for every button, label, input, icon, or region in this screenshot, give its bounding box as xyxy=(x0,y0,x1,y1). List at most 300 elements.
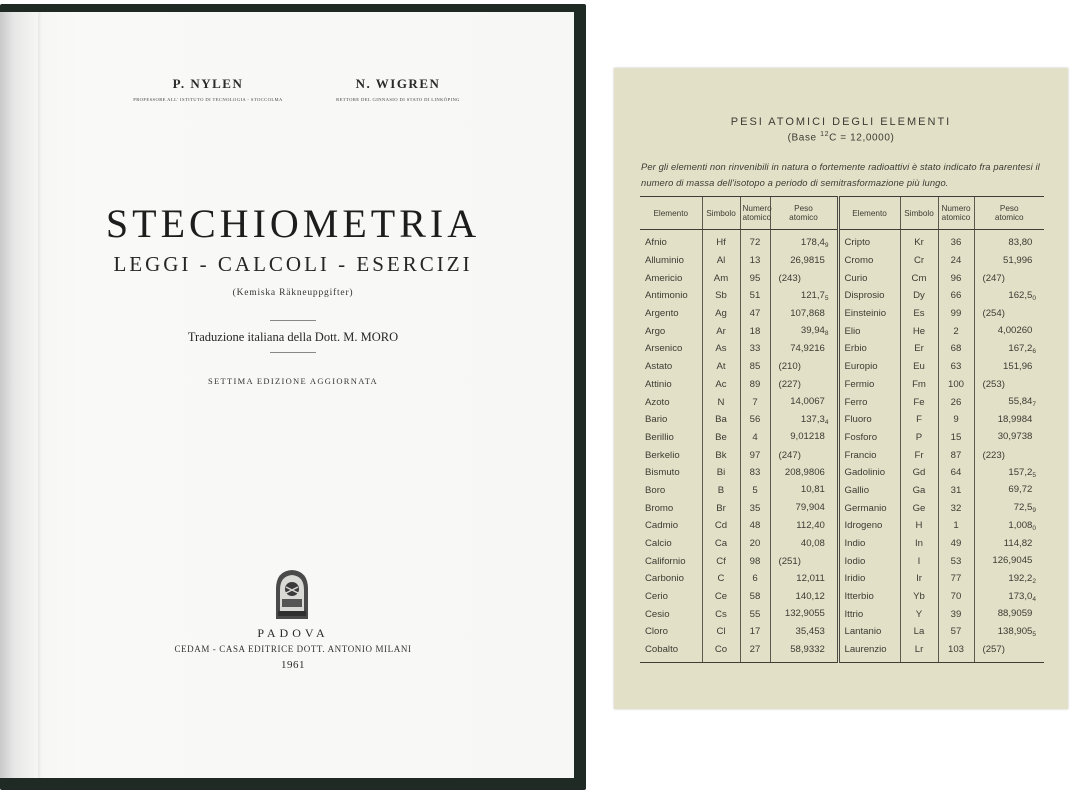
cell-element: Iodio xyxy=(838,552,900,570)
cell-atomic-weight xyxy=(770,287,838,305)
weight-value: (257) xyxy=(982,644,1005,656)
cell-symbol: Bi xyxy=(702,464,740,482)
cell-atomic-number: 72 xyxy=(740,230,770,252)
weight-value: (243) xyxy=(778,272,801,284)
weight-value: 18,9984 xyxy=(997,413,1033,425)
cell-atomic-number: 32 xyxy=(938,499,974,517)
weight-value: 83,80 xyxy=(1008,236,1033,248)
cell-symbol: I xyxy=(900,552,938,570)
weight-value: (247) xyxy=(778,449,801,461)
cell-atomic-number: 2 xyxy=(938,322,974,340)
cell-symbol: P xyxy=(900,429,938,447)
base-superscript: 12 xyxy=(820,131,830,138)
cell-atomic-number: 6 xyxy=(740,570,770,588)
cell-atomic-number: 98 xyxy=(740,552,770,570)
cell-element: Francio xyxy=(838,446,900,464)
cell-atomic-number: 99 xyxy=(938,305,974,323)
weight-uncertainty-digit: 5 xyxy=(824,294,829,302)
author-name: P. NYLEN xyxy=(172,76,244,91)
cell-element: Cesio xyxy=(645,608,670,620)
cell-atomic-weight xyxy=(770,446,838,464)
cell-atomic-weight xyxy=(974,429,1044,447)
weight-value: 151,96 xyxy=(1003,360,1033,372)
cell-element: Carbonio xyxy=(645,573,684,585)
cell-atomic-weight xyxy=(770,605,838,623)
table-row xyxy=(640,393,1044,411)
cell-atomic-weight xyxy=(974,517,1044,535)
cell-atomic-weight xyxy=(974,464,1044,482)
cell-element: Bario xyxy=(645,414,668,426)
weight-value: 51,996 xyxy=(1003,254,1033,266)
table-row xyxy=(640,588,1044,606)
cell-symbol: Es xyxy=(900,305,938,323)
cell-atomic-number: 57 xyxy=(938,623,974,641)
weight-value: 140,12 xyxy=(795,590,825,602)
weight-value: 26,9815 xyxy=(790,254,825,266)
cell-symbol: Ca xyxy=(702,535,740,553)
cell-atomic-number: 49 xyxy=(938,535,974,553)
weight-value: 112,40 xyxy=(796,519,825,531)
cell-symbol: Ba xyxy=(702,411,740,429)
weight-value: 72,5 xyxy=(1013,502,1033,514)
publisher-name: CEDAM - CASA EDITRICE DOTT. ANTONIO MILANI xyxy=(174,644,412,654)
cell-symbol: Cl xyxy=(702,623,740,641)
table-row xyxy=(640,482,1044,500)
weight-value: 1,008 xyxy=(1008,519,1033,531)
weight-value: 138,905 xyxy=(997,625,1033,637)
cell-element: Germanio xyxy=(838,499,900,517)
table-row xyxy=(640,499,1044,517)
cell-symbol: Cf xyxy=(702,552,740,570)
weight-value: 10,81 xyxy=(800,484,825,496)
cell-symbol: Cr xyxy=(900,252,938,270)
cell-element: Astato xyxy=(645,361,673,373)
cell-element: Calcio xyxy=(645,538,672,550)
cell-atomic-number: 47 xyxy=(740,305,770,323)
table-row xyxy=(640,605,1044,623)
cell-atomic-number: 27 xyxy=(740,641,770,662)
cell-element: Arsenico xyxy=(645,343,683,355)
header-element: Elemento xyxy=(838,197,900,230)
divider xyxy=(270,320,316,321)
weight-value: (254) xyxy=(982,308,1005,320)
weight-value: 137,3 xyxy=(800,413,825,425)
cell-atomic-number: 89 xyxy=(740,376,770,394)
weight-uncertainty-digit: 8 xyxy=(824,330,829,338)
cell-symbol: Ga xyxy=(900,482,938,500)
page-gutter xyxy=(38,12,42,778)
cell-atomic-weight xyxy=(770,429,838,447)
cell-symbol: Ac xyxy=(702,376,740,394)
cell-symbol: Fm xyxy=(900,376,938,394)
cell-atomic-number: 36 xyxy=(938,230,974,252)
book-subtitle: LEGGI - CALCOLI - ESERCIZI xyxy=(113,252,473,276)
cell-symbol: As xyxy=(702,340,740,358)
weight-uncertainty-digit: 4 xyxy=(1032,595,1036,603)
cell-element: Berkelio xyxy=(645,449,680,461)
cell-element: Cripto xyxy=(838,230,900,252)
cell-element: Ferro xyxy=(838,393,900,411)
table-row xyxy=(640,411,1044,429)
author-role: PROFESSORE ALL' ISTITUTO DI TECNOLOGIA - STOCCOLMA xyxy=(133,97,283,102)
table-row xyxy=(640,376,1044,394)
cell-atomic-number: 39 xyxy=(938,605,974,623)
cell-element: Iridio xyxy=(838,570,900,588)
atomic-weights-card xyxy=(614,68,1068,709)
weight-uncertainty-digit: 0 xyxy=(1032,294,1036,302)
cell-atomic-number: 26 xyxy=(938,393,974,411)
cell-atomic-weight xyxy=(770,252,838,270)
cell-atomic-weight xyxy=(770,517,838,535)
cell-element: Cloro xyxy=(645,626,668,638)
cell-symbol: B xyxy=(702,482,740,500)
table-header-row xyxy=(640,197,1044,230)
cell-atomic-weight xyxy=(770,269,838,287)
cell-element: Fermio xyxy=(838,376,900,394)
cell-element: Erbio xyxy=(838,340,900,358)
cell-symbol: Co xyxy=(702,641,740,662)
weight-uncertainty-digit: 6 xyxy=(1032,347,1036,355)
cell-element: Cromo xyxy=(838,252,900,270)
table-row xyxy=(640,552,1044,570)
cell-symbol: Ir xyxy=(900,570,938,588)
cell-atomic-weight xyxy=(974,535,1044,553)
cell-symbol: Gd xyxy=(900,464,938,482)
cell-symbol: F xyxy=(900,411,938,429)
weight-value: 173,0 xyxy=(1008,590,1033,602)
cell-element: Laurenzio xyxy=(838,641,900,662)
header-element: Elemento xyxy=(640,197,702,230)
table-row xyxy=(640,570,1044,588)
cell-element: Gallio xyxy=(838,482,900,500)
cell-element: Fluoro xyxy=(838,411,900,429)
header-weight: Peso atomico xyxy=(974,197,1044,230)
cell-symbol: Eu xyxy=(900,358,938,376)
cell-atomic-weight xyxy=(974,482,1044,500)
cell-atomic-number: 31 xyxy=(938,482,974,500)
weight-value: 4,00260 xyxy=(997,325,1033,337)
header-symbol: Simbolo xyxy=(702,197,740,230)
weight-uncertainty-digit: 9 xyxy=(1032,507,1036,515)
cell-symbol: At xyxy=(702,358,740,376)
cell-element: Antimonio xyxy=(645,290,688,302)
cell-atomic-weight xyxy=(974,230,1044,252)
weight-value: 157,2 xyxy=(1008,466,1033,478)
author-role: RETTORE DEL GINNASIO DI STATO DI LINKÖPING xyxy=(336,97,460,102)
cell-atomic-weight xyxy=(770,535,838,553)
cell-atomic-weight xyxy=(974,287,1044,305)
weight-uncertainty-digit: 9 xyxy=(824,241,829,249)
cell-atomic-number: 96 xyxy=(938,269,974,287)
cell-atomic-number: 20 xyxy=(740,535,770,553)
publication-year: 1961 xyxy=(281,659,305,671)
table-row xyxy=(640,446,1044,464)
header-symbol: Simbolo xyxy=(900,197,938,230)
weight-value: 126,9045 xyxy=(992,555,1033,567)
weight-value: 167,2 xyxy=(1008,342,1033,354)
cell-element: Einsteinio xyxy=(838,305,900,323)
weight-value: 178,4 xyxy=(800,236,825,248)
publisher-emblem-icon xyxy=(272,567,312,621)
cell-atomic-weight xyxy=(770,641,838,662)
weight-value: (247) xyxy=(982,272,1005,284)
cell-symbol: H xyxy=(900,517,938,535)
cell-atomic-number: 77 xyxy=(938,570,974,588)
cell-atomic-number: 56 xyxy=(740,411,770,429)
cell-element: Ittrio xyxy=(838,605,900,623)
cell-atomic-weight xyxy=(974,376,1044,394)
cell-atomic-weight xyxy=(770,305,838,323)
author-wigren xyxy=(288,76,508,102)
cell-atomic-weight xyxy=(974,269,1044,287)
cell-atomic-number: 83 xyxy=(740,464,770,482)
weight-value: 121,7 xyxy=(800,289,825,301)
original-title: (Kemiska Räkneuppgifter) xyxy=(232,288,354,298)
cell-element: Berillio xyxy=(645,431,674,443)
cell-atomic-number: 87 xyxy=(938,446,974,464)
cell-atomic-weight xyxy=(770,499,838,517)
cell-element: Attinio xyxy=(645,378,672,390)
cell-atomic-weight xyxy=(974,499,1044,517)
author-name: N. WIGREN xyxy=(355,76,441,91)
cell-atomic-weight xyxy=(770,322,838,340)
cell-symbol: N xyxy=(702,393,740,411)
cell-atomic-number: 18 xyxy=(740,322,770,340)
header-number: Numero atomico xyxy=(740,197,770,230)
weight-value: 9,01218 xyxy=(790,431,825,443)
cell-atomic-weight xyxy=(770,482,838,500)
weight-uncertainty-digit: 0 xyxy=(1032,524,1036,532)
table-row xyxy=(640,429,1044,447)
cell-atomic-weight xyxy=(770,570,838,588)
cell-atomic-number: 103 xyxy=(938,641,974,662)
cell-element: Alluminio xyxy=(645,255,684,267)
cell-atomic-weight xyxy=(770,464,838,482)
cell-atomic-weight xyxy=(770,376,838,394)
weight-uncertainty-digit: 5 xyxy=(1032,630,1036,638)
cell-atomic-weight xyxy=(770,588,838,606)
cell-symbol: Ag xyxy=(702,305,740,323)
weight-value: 162,5 xyxy=(1008,289,1033,301)
divider xyxy=(270,352,316,353)
card-note: Per gli elementi non rinvenibili in natura o fortemente radioattivi è stato indicato fra parentesi il numero di massa dell'isotopo a periodo di semitrasformazione più lungo. xyxy=(641,161,1040,188)
cell-atomic-weight xyxy=(974,322,1044,340)
table-row xyxy=(640,287,1044,305)
edition-line: SETTIMA EDIZIONE AGGIORNATA xyxy=(208,376,378,386)
cell-symbol: Cs xyxy=(702,605,740,623)
cell-element: Bromo xyxy=(645,502,674,514)
table-row xyxy=(640,517,1044,535)
cell-element: Elio xyxy=(838,322,900,340)
table-body xyxy=(640,230,1044,663)
cell-element: Curio xyxy=(838,269,900,287)
cell-atomic-number: 13 xyxy=(740,252,770,270)
table-row xyxy=(640,641,1044,662)
cell-symbol: Ce xyxy=(702,588,740,606)
table-row xyxy=(640,340,1044,358)
cell-element: Fosforo xyxy=(838,429,900,447)
cell-symbol: Bk xyxy=(702,446,740,464)
cell-atomic-number: 64 xyxy=(938,464,974,482)
cell-atomic-number: 15 xyxy=(938,429,974,447)
cell-element: Idrogeno xyxy=(838,517,900,535)
weight-value: 74,9216 xyxy=(790,342,825,354)
cell-atomic-number: 24 xyxy=(938,252,974,270)
weight-value: 40,08 xyxy=(800,537,825,549)
table-row xyxy=(640,230,1044,252)
cell-atomic-weight xyxy=(974,393,1044,411)
cell-symbol: Yb xyxy=(900,588,938,606)
cell-atomic-weight xyxy=(974,446,1044,464)
weight-value: (253) xyxy=(982,378,1005,390)
cell-element: Americio xyxy=(645,272,683,284)
cell-atomic-number: 48 xyxy=(740,517,770,535)
cell-symbol: Fr xyxy=(900,446,938,464)
weight-value: 55,84 xyxy=(1008,396,1033,408)
header-number: Numero atomico xyxy=(938,197,974,230)
cell-atomic-weight xyxy=(770,393,838,411)
header-weight: Peso atomico xyxy=(770,197,838,230)
weight-value: (227) xyxy=(778,378,801,390)
cell-atomic-number: 53 xyxy=(938,552,974,570)
table-row xyxy=(640,623,1044,641)
cell-atomic-weight xyxy=(974,641,1044,662)
cell-element: Boro xyxy=(645,484,666,496)
cell-symbol: C xyxy=(702,570,740,588)
table-row xyxy=(640,464,1044,482)
cell-symbol: Kr xyxy=(900,230,938,252)
cell-atomic-weight xyxy=(974,305,1044,323)
weight-uncertainty-digit: 2 xyxy=(1032,577,1036,585)
base-suffix: C = 12,0000) xyxy=(829,132,895,144)
cell-element: Cadmio xyxy=(645,520,679,532)
table-row xyxy=(640,535,1044,553)
weight-value: 69,72 xyxy=(1008,484,1033,496)
cell-atomic-number: 66 xyxy=(938,287,974,305)
weight-value: 39,94 xyxy=(800,325,825,337)
cell-atomic-number: 95 xyxy=(740,269,770,287)
weight-value: 12,011 xyxy=(796,572,825,584)
cell-symbol: La xyxy=(900,623,938,641)
cell-atomic-weight xyxy=(974,411,1044,429)
card-title: PESI ATOMICI DEGLI ELEMENTI xyxy=(730,116,952,128)
weight-uncertainty-digit: 4 xyxy=(824,418,829,426)
cell-element: Bismuto xyxy=(645,467,680,479)
cell-symbol: Ge xyxy=(900,499,938,517)
cell-atomic-weight xyxy=(770,340,838,358)
cell-element: Europio xyxy=(838,358,900,376)
table-row xyxy=(640,252,1044,270)
cell-atomic-weight xyxy=(974,252,1044,270)
cell-symbol: He xyxy=(900,322,938,340)
cell-element: Argento xyxy=(645,308,679,320)
cell-element: Itterbio xyxy=(838,588,900,606)
cell-atomic-weight xyxy=(974,605,1044,623)
cell-symbol: Hf xyxy=(702,230,740,252)
weight-uncertainty-digit: 7 xyxy=(1032,401,1036,409)
cell-element: Disprosio xyxy=(838,287,900,305)
cell-atomic-number: 1 xyxy=(938,517,974,535)
cell-atomic-weight xyxy=(974,623,1044,641)
cell-element: Indio xyxy=(838,535,900,553)
cell-atomic-number: 58 xyxy=(740,588,770,606)
cell-atomic-weight xyxy=(770,358,838,376)
cell-atomic-weight xyxy=(770,230,838,252)
base-prefix: (Base xyxy=(787,132,821,144)
cell-atomic-number: 5 xyxy=(740,482,770,500)
weight-value: 79,904 xyxy=(795,502,825,514)
cell-symbol: Dy xyxy=(900,287,938,305)
cell-atomic-weight xyxy=(974,552,1044,570)
weight-value: 114,82 xyxy=(1003,537,1033,549)
weight-value: 58,9332 xyxy=(790,643,825,655)
book-title: STECHIOMETRIA xyxy=(105,201,481,246)
cell-element: Afnio xyxy=(645,237,667,249)
cell-atomic-number: 63 xyxy=(938,358,974,376)
cell-symbol: Cm xyxy=(900,269,938,287)
cell-atomic-weight xyxy=(974,570,1044,588)
cell-symbol: Lr xyxy=(900,641,938,662)
cell-symbol: Br xyxy=(702,499,740,517)
cell-atomic-weight xyxy=(974,588,1044,606)
cell-atomic-weight xyxy=(974,340,1044,358)
card-base-line xyxy=(614,131,1068,143)
publisher-city: PADOVA xyxy=(257,626,329,640)
weight-value: 192,2 xyxy=(1008,572,1033,584)
weight-value: 107,868 xyxy=(790,307,825,319)
cell-atomic-weight xyxy=(770,623,838,641)
cell-element: Argo xyxy=(645,325,666,337)
weight-value: 30,9738 xyxy=(997,431,1033,443)
weight-value: 208,9806 xyxy=(784,466,825,478)
cell-atomic-number: 7 xyxy=(740,393,770,411)
cell-symbol: Ar xyxy=(702,322,740,340)
cell-symbol: Fe xyxy=(900,393,938,411)
weight-value: (251) xyxy=(778,555,801,567)
atomic-weights-table xyxy=(640,196,1044,663)
cell-atomic-weight xyxy=(770,552,838,570)
cell-symbol: Er xyxy=(900,340,938,358)
weight-value: (210) xyxy=(778,361,801,373)
weight-uncertainty-digit: 5 xyxy=(1032,471,1036,479)
cell-element: Gadolinio xyxy=(838,464,900,482)
table-row xyxy=(640,269,1044,287)
weight-value: 35,453 xyxy=(795,625,825,637)
cell-element: Lantanio xyxy=(838,623,900,641)
cell-atomic-weight xyxy=(974,358,1044,376)
weight-value: 132,9055 xyxy=(784,608,825,620)
author-nylen xyxy=(98,76,318,102)
cell-atomic-number: 55 xyxy=(740,605,770,623)
table-row xyxy=(640,322,1044,340)
cell-symbol: Cd xyxy=(702,517,740,535)
cell-atomic-number: 85 xyxy=(740,358,770,376)
cell-element: Californio xyxy=(645,555,686,567)
cell-atomic-number: 17 xyxy=(740,623,770,641)
cell-element: Azoto xyxy=(645,396,670,408)
cell-atomic-number: 97 xyxy=(740,446,770,464)
cell-symbol: Al xyxy=(702,252,740,270)
cell-atomic-number: 51 xyxy=(740,287,770,305)
cell-symbol: Sb xyxy=(702,287,740,305)
table-row xyxy=(640,305,1044,323)
cell-atomic-number: 4 xyxy=(740,429,770,447)
cell-atomic-number: 68 xyxy=(938,340,974,358)
weight-value: (223) xyxy=(982,449,1005,461)
cell-atomic-weight xyxy=(770,411,838,429)
cell-atomic-number: 100 xyxy=(938,376,974,394)
table-row xyxy=(640,358,1044,376)
